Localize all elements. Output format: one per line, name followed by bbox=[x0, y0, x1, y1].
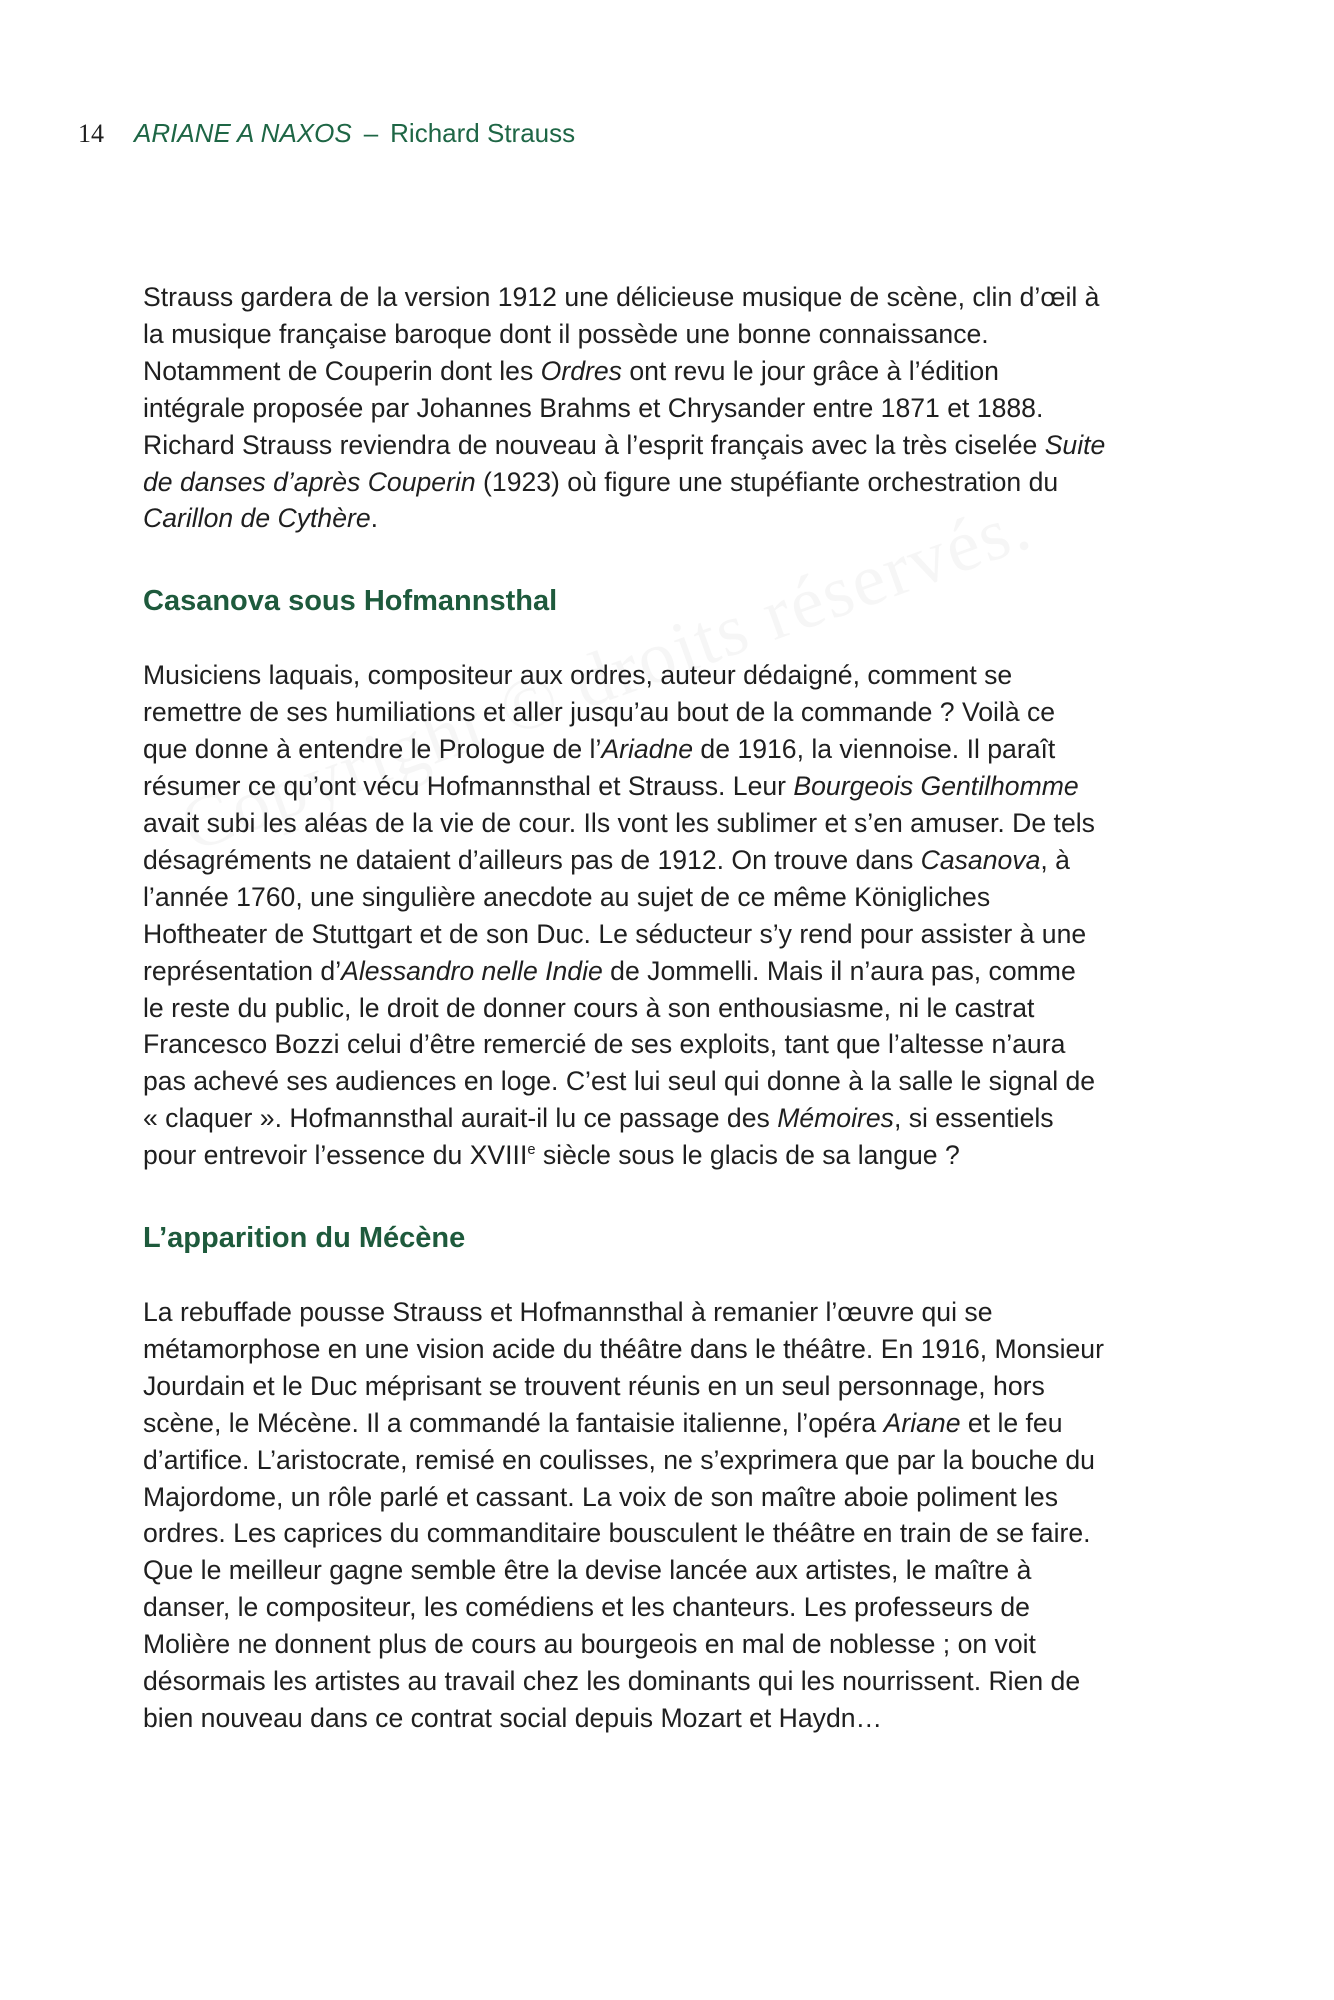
text-line: danser, le compositeur, les comédiens et les chanteurs. Les professeurs de bbox=[143, 1592, 1030, 1623]
text-line: scène, le Mécène. Il a commandé la fantaisie italienne, l’opéra Ariane et le feu bbox=[143, 1407, 1063, 1438]
text-line: le reste du public, le droit de donner cours à son enthousiasme, ni le castrat bbox=[143, 992, 1035, 1023]
paragraph-casanova bbox=[143, 657, 1203, 1174]
text-line: ordres. Les caprices du commanditaire bousculent le théâtre en train de se faire. bbox=[143, 1518, 1091, 1549]
page-body bbox=[143, 279, 1203, 1737]
work-title-ariane: Ariane bbox=[883, 1407, 961, 1438]
running-header bbox=[78, 116, 575, 151]
text-line: d’artifice. L’aristocrate, remisé en coulisses, ne s’exprimera que par la bouche du bbox=[143, 1444, 1095, 1475]
text-line: de danses d’après Couperin (1923) où figure une stupéfiante orchestration du bbox=[143, 466, 1059, 497]
text-line: désormais les artistes au travail chez les dominants qui les nourrissent. Rien de bbox=[143, 1666, 1081, 1697]
text-line: bien nouveau dans ce contrat social depuis Mozart et Haydn… bbox=[143, 1703, 883, 1733]
work-title-suite: Suite bbox=[1044, 429, 1106, 460]
work-title-suite-cont: de danses d’après Couperin bbox=[143, 466, 476, 497]
text-line: La rebuffade pousse Strauss et Hofmannsthal à remanier l’œuvre qui se bbox=[143, 1297, 993, 1328]
work-title-bourgeois: Bourgeois Gentilhomme bbox=[793, 771, 1079, 802]
work-title-ordres: Ordres bbox=[540, 355, 622, 386]
section-heading-mecene: L’apparition du Mécène bbox=[143, 1222, 466, 1255]
text-line: Notamment de Couperin dont les Ordres ont revu le jour grâce à l’édition bbox=[143, 355, 999, 386]
text-line: Hoftheater de Stuttgart et de son Duc. Le séducteur s’y rend pour assister à une bbox=[143, 918, 1087, 949]
section-heading-casanova: Casanova sous Hofmannsthal bbox=[143, 585, 558, 618]
work-title-memoires: Mémoires bbox=[777, 1103, 894, 1134]
text-line: Musiciens laquais, compositeur aux ordres, auteur dédaigné, comment se bbox=[143, 660, 1013, 691]
text-line: pour entrevoir l’essence du XVIIIe siècle sous le glacis de sa langue ? bbox=[143, 1140, 960, 1171]
work-title-alessandro: Alessandro nelle Indie bbox=[341, 955, 603, 986]
book-title: ARIANE A NAXOS bbox=[134, 118, 352, 148]
superscript-e: e bbox=[527, 1142, 536, 1159]
paragraph-mecene bbox=[143, 1294, 1203, 1737]
text-line: Francesco Bozzi celui d’être remercié de ses exploits, tant que l’altesse n’aura bbox=[143, 1029, 1066, 1060]
text-line: résumer ce qu’ont vécu Hofmannsthal et Strauss. Leur Bourgeois Gentilhomme bbox=[143, 771, 1079, 802]
text-line: Jourdain et le Duc méprisant se trouvent réunis en un seul personnage, hors bbox=[143, 1370, 1045, 1401]
text-line: Majordome, un rôle parlé et cassant. La voix de son maître aboie poliment les bbox=[143, 1481, 1059, 1512]
text-line: remettre de ses humiliations et aller jusqu’au bout de la commande ? Voilà ce bbox=[143, 697, 1056, 728]
work-title-casanova: Casanova bbox=[920, 844, 1041, 875]
work-title-carillon: Carillon de Cythère bbox=[143, 503, 371, 534]
text-line: Strauss gardera de la version 1912 une délicieuse musique de scène, clin d’œil à bbox=[143, 282, 1100, 312]
text-line: Que le meilleur gagne semble être la devise lancée aux artistes, le maître à bbox=[143, 1555, 1032, 1586]
text-line: avait subi les aléas de la vie de cour. Ils vont les sublimer et s’en amuser. De tels bbox=[143, 807, 1095, 838]
work-title-ariadne: Ariadne bbox=[601, 734, 694, 765]
text-line: métamorphose en une vision acide du théâtre dans le théâtre. En 1916, Monsieur bbox=[143, 1333, 1104, 1364]
text-line: Molière ne donnent plus de cours au bourgeois en mal de noblesse ; on voit bbox=[143, 1629, 1036, 1660]
text-line: pas achevé ses audiences en loge. C’est lui seul qui donne à la salle le signal de bbox=[143, 1066, 1096, 1097]
text-line: la musique française baroque dont il possède une bonne connaissance. bbox=[143, 318, 989, 349]
text-line: que donne à entendre le Prologue de l’Ariadne de 1916, la viennoise. Il paraît bbox=[143, 734, 1056, 765]
text-line: « claquer ». Hofmannsthal aurait-il lu ce passage des Mémoires, si essentiels bbox=[143, 1103, 1054, 1134]
text-line: Carillon de Cythère. bbox=[143, 503, 379, 534]
text-line: représentation d’Alessandro nelle Indie de Jommelli. Mais il n’aura pas, comme bbox=[143, 955, 1076, 986]
text-line: Richard Strauss reviendra de nouveau à l’esprit français avec la très ciselée Suite bbox=[143, 429, 1106, 460]
paragraph-intro bbox=[143, 279, 1203, 537]
page-number: 14 bbox=[78, 119, 104, 148]
text-line: désagréments ne dataient d’ailleurs pas de 1912. On trouve dans Casanova, à bbox=[143, 844, 1070, 875]
text-line: intégrale proposée par Johannes Brahms et Chrysander entre 1871 et 1888. bbox=[143, 392, 1044, 423]
text-line: l’année 1760, une singulière anecdote au sujet de ce même Königliches bbox=[143, 881, 991, 912]
header-separator: – bbox=[363, 118, 379, 148]
author-name: Richard Strauss bbox=[390, 118, 576, 148]
